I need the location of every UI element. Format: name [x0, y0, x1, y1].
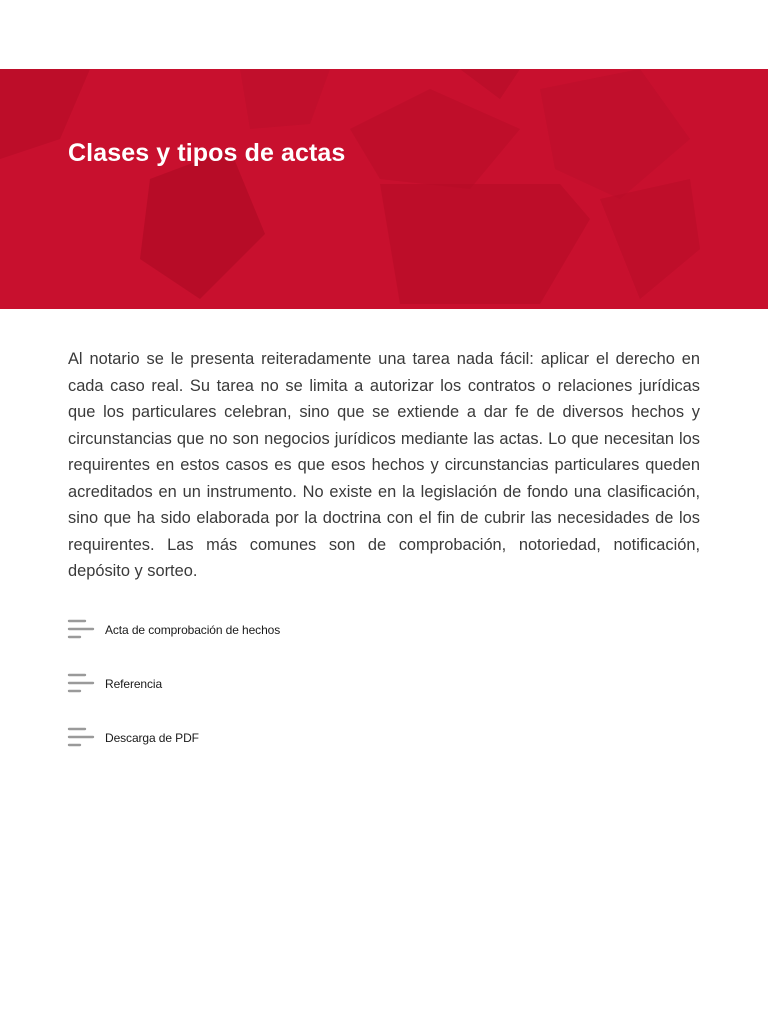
- hero-background-shapes: [0, 69, 768, 309]
- menu-item-label: Descarga de PDF: [105, 731, 199, 745]
- menu-item-referencia[interactable]: [66, 666, 466, 702]
- menu-item-acta-comprobacion[interactable]: [66, 612, 466, 648]
- menu-lines-icon: [66, 726, 96, 750]
- page-title: Clases y tipos de actas: [68, 139, 346, 167]
- menu-item-descarga-pdf[interactable]: [66, 720, 466, 756]
- intro-paragraph: Al notario se le presenta reiteradamente una tarea nada fácil: aplicar el derecho en cada caso real. Su tarea no se limita a autorizar los contratos o relaciones jurídicas que los particulares celebran, sino que se extiende a dar fe de diversos hechos y circunstancias que no son negocios jurídicos mediante las actas. Lo que necesitan los requirentes en estos casos es que esos hechos y circunstancias particulares queden acreditados en un instrumento. No existe en la legislación de fondo una clasificación, sino que ha sido elaborada por la doctrina con el fin de cubrir las necesidades de los requirentes. Las más comunes son de comprobación, notoriedad, notificación, depósito y sorteo.: [68, 350, 700, 580]
- menu-lines-icon: [66, 672, 96, 696]
- menu-item-label: Acta de comprobación de hechos: [105, 623, 281, 637]
- menu-item-label: Referencia: [105, 677, 163, 691]
- menu-lines-icon: [66, 618, 96, 642]
- content-menu: [66, 612, 466, 774]
- hero-banner: [0, 69, 768, 309]
